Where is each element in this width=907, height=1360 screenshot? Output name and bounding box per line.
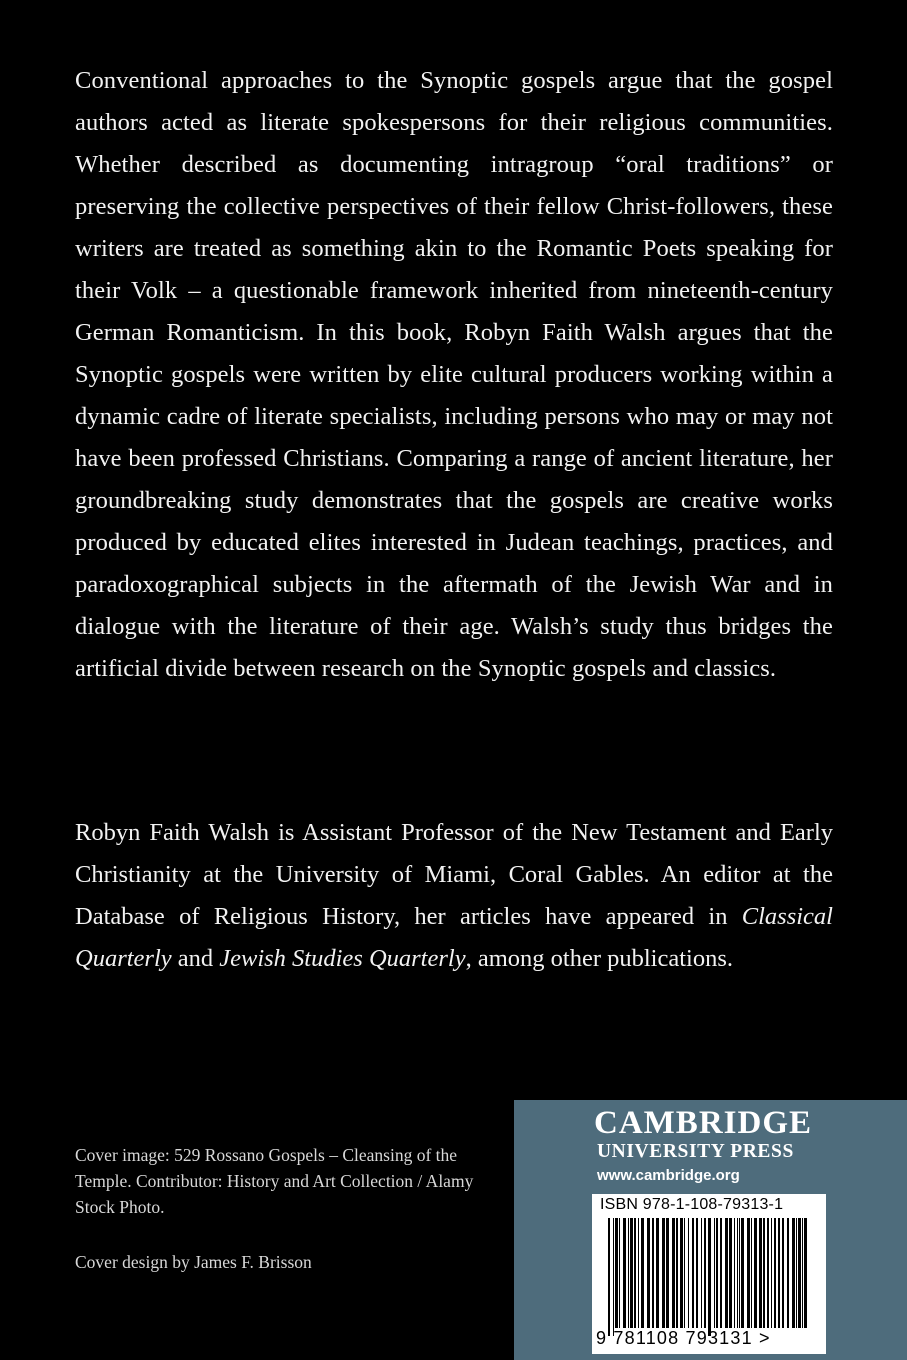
barcode-bar (628, 1218, 629, 1328)
barcode-bar (647, 1218, 650, 1328)
barcode-bar (787, 1218, 789, 1328)
barcode-bar (729, 1218, 732, 1328)
publisher-url: www.cambridge.org (597, 1167, 740, 1184)
barcode-bar (798, 1218, 801, 1328)
author-bio (75, 812, 833, 980)
barcode-bar (615, 1218, 618, 1328)
barcode-bar (714, 1218, 715, 1328)
barcode-bar (684, 1218, 685, 1328)
barcode-bar (608, 1218, 610, 1336)
author-bio-text: Robyn Faith Walsh is Assistant Professor of the New Testament and Early Christianity at the University of Miami, Coral Gables. An editor at the Database of Religious History, her articles have appeared in (75, 819, 833, 930)
barcode-bar (754, 1218, 757, 1328)
barcode-bar (619, 1218, 620, 1328)
barcode-bar (652, 1218, 654, 1328)
barcode-bar (778, 1218, 780, 1328)
barcode-bar (672, 1218, 675, 1328)
barcode-bar (676, 1218, 678, 1328)
barcode-bar (634, 1218, 636, 1328)
barcode-bar (641, 1218, 644, 1328)
barcode-bar (662, 1218, 665, 1328)
cover-design-credit: Cover design by James F. Brisson (75, 1252, 312, 1272)
barcode-bar (767, 1218, 769, 1328)
barcode-bar (701, 1218, 702, 1328)
barcode-bar (759, 1218, 762, 1328)
barcode-bar (782, 1218, 784, 1328)
barcode (592, 1194, 826, 1354)
barcode-bar (725, 1218, 728, 1328)
barcode-bar (802, 1218, 803, 1328)
barcode-bar (747, 1218, 750, 1328)
barcode-bar (737, 1218, 738, 1328)
barcode-bar (716, 1218, 718, 1328)
barcode-bar (692, 1218, 694, 1328)
author-bio-end: , among other publications. (465, 945, 733, 972)
barcode-bar (623, 1218, 626, 1328)
barcode-bar (708, 1218, 711, 1336)
barcode-digits: 9 781108 793131 > (596, 1328, 771, 1348)
barcode-bar (739, 1218, 740, 1328)
barcode-bar (656, 1218, 659, 1328)
journal-jewish-studies-quarterly: Jewish Studies Quarterly (219, 945, 466, 972)
barcode-bar (771, 1218, 772, 1328)
barcode-bar (741, 1218, 744, 1328)
barcode-bar (751, 1218, 752, 1328)
barcode-bar (704, 1218, 706, 1328)
barcode-bar (696, 1218, 698, 1328)
barcode-bar (666, 1218, 669, 1328)
barcode-bar (688, 1218, 689, 1328)
barcode-bar (613, 1218, 614, 1336)
author-bio-and: and (171, 945, 220, 972)
publisher-panel (514, 1100, 907, 1360)
barcode-bar (774, 1218, 776, 1328)
barcode-bar (638, 1218, 639, 1328)
barcode-bar (630, 1218, 633, 1328)
barcode-bar (734, 1218, 735, 1328)
barcode-bar (792, 1218, 795, 1328)
barcode-bar (804, 1218, 807, 1328)
barcode-bar (796, 1218, 797, 1328)
isbn-label: ISBN 978-1-108-79313-1 (600, 1196, 784, 1213)
publisher-subtitle: UNIVERSITY PRESS (597, 1141, 794, 1162)
barcode-bar (680, 1218, 683, 1328)
cover-image-credit: Cover image: 529 Rossano Gospels – Cleansing of the Temple. Contributor: History and Art Collection / Alamy Stock Photo. (75, 1145, 474, 1217)
journal-classical-quarterly: Classical Quarterly (75, 903, 833, 972)
back-cover-blurb: Conventional approaches to the Synoptic gospels argue that the gospel authors acted as literate spokespersons for their religious communities. Whether described as documenting intragroup “oral traditions” or preserving the collective perspectives of their fellow Christ-followers, these writers are treated as something akin to the Romantic Poets speaking for their Volk – a questionable framework inherited from nineteenth-century German Romanticism. In this book, Robyn Faith Walsh argues that the Synoptic gospels were written by elite cultural producers working within a dynamic cadre of literate specialists, including persons who may or may not have been professed Christians. Comparing a range of ancient literature, her groundbreaking study demonstrates that the gospels are creative works produced by educated elites interested in Judean teachings, practices, and paradoxographical subjects in the aftermath of the Jewish War and in dialogue with the literature of their age. Walsh’s study thus bridges the artificial divide between research on the Synoptic gospels and classics. (75, 67, 833, 682)
publisher-name: CAMBRIDGE (594, 1105, 813, 1141)
barcode-bar (720, 1218, 722, 1328)
barcode-bar (763, 1218, 765, 1328)
